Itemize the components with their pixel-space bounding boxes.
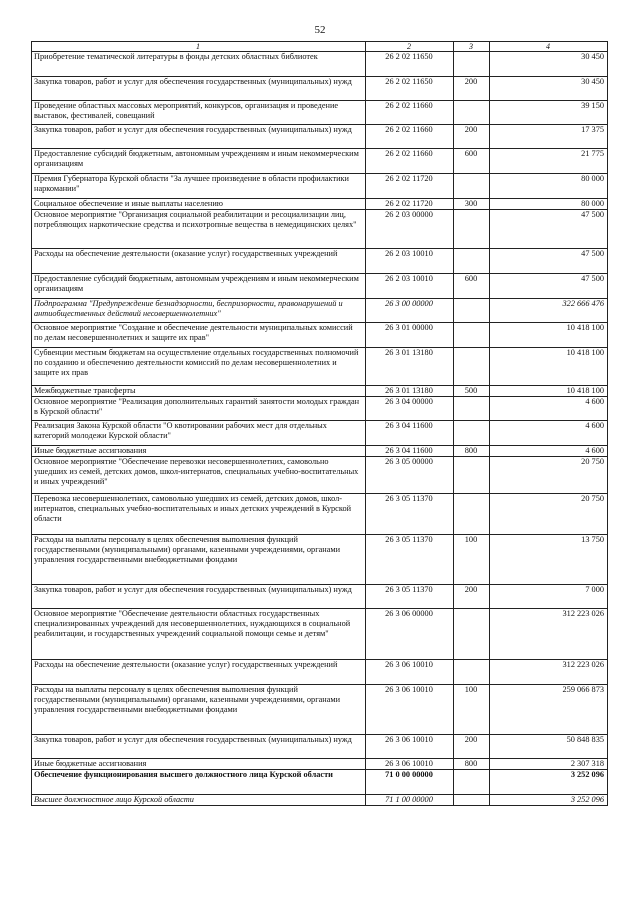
row-code-cell: 71 0 00 00000 (366, 770, 454, 795)
header-col-4: 4 (490, 42, 608, 52)
row-sum-cell: 39 150 (490, 101, 608, 125)
row-name-cell: Межбюджетные трансферты (32, 386, 366, 397)
table-row (32, 174, 608, 199)
budget-table (31, 41, 608, 806)
table-row (32, 323, 608, 348)
row-sum-cell: 259 066 873 (490, 685, 608, 735)
table-row (32, 685, 608, 735)
row-name-cell: Обеспечение функционирования высшего должностного лица Курской области (32, 770, 366, 795)
row-name-cell: Закупка товаров, работ и услуг для обеспечения государственных (муниципальных) нужд (32, 735, 366, 759)
row-code-cell: 26 2 02 11660 (366, 149, 454, 174)
row-sum-cell: 17 375 (490, 125, 608, 149)
row-type-cell: 100 (454, 685, 490, 735)
row-code-cell: 26 2 02 11650 (366, 52, 454, 77)
row-type-cell (454, 609, 490, 660)
row-sum-cell: 3 252 096 (490, 795, 608, 806)
row-sum-cell: 4 600 (490, 421, 608, 446)
row-sum-cell: 13 750 (490, 535, 608, 585)
row-sum-cell: 322 666 476 (490, 299, 608, 323)
row-name-cell: Перевозка несовершеннолетних, самовольно ушедших из семей, детских домов, школ-интернатов, специальных учебно-воспитательных и иных детских учреждений в Курской области (32, 494, 366, 535)
row-code-cell: 26 3 06 10010 (366, 660, 454, 685)
row-name-cell: Основное мероприятие "Организация социальной реабилитации и ресоциализации лиц, потребляющих наркотические средства и психотропные вещества в немедицинских целях" (32, 210, 366, 249)
row-code-cell: 26 3 01 13180 (366, 386, 454, 397)
row-name-cell: Иные бюджетные ассигнования (32, 759, 366, 770)
table-row (32, 494, 608, 535)
row-name-cell: Реализация Закона Курской области "О квотировании рабочих мест для отдельных категорий молодежи Курской области" (32, 421, 366, 446)
row-sum-cell: 3 252 096 (490, 770, 608, 795)
table-row (32, 386, 608, 397)
row-code-cell: 26 3 06 10010 (366, 685, 454, 735)
row-name-cell: Основное мероприятие "Реализация дополнительных гарантий занятости молодых граждан в Курской области" (32, 397, 366, 421)
row-name-cell: Основное мероприятие "Создание и обеспечение деятельности муниципальных комиссий по делам несовершеннолетних и защите их прав" (32, 323, 366, 348)
row-code-cell: 26 2 03 00000 (366, 210, 454, 249)
row-sum-cell: 10 418 100 (490, 386, 608, 397)
row-code-cell: 26 2 03 10010 (366, 249, 454, 274)
header-col-1: 1 (32, 42, 366, 52)
table-row (32, 77, 608, 101)
table-row (32, 770, 608, 795)
row-code-cell: 26 2 02 11650 (366, 77, 454, 101)
row-name-cell: Социальное обеспечение и иные выплаты населению (32, 199, 366, 210)
row-code-cell: 26 3 04 11600 (366, 421, 454, 446)
row-name-cell: Предоставление субсидий бюджетным, автономным учреждениям и иным некоммерческим организациям (32, 149, 366, 174)
row-name-cell: Подпрограмма "Предупреждение безнадзорности, беспризорности, правонарушений и антиобщественных действий несовершеннолетних" (32, 299, 366, 323)
row-code-cell: 26 2 02 11660 (366, 101, 454, 125)
table-row (32, 52, 608, 77)
row-type-cell (454, 421, 490, 446)
row-sum-cell: 7 000 (490, 585, 608, 609)
row-type-cell (454, 660, 490, 685)
row-type-cell (454, 397, 490, 421)
row-code-cell: 26 3 04 00000 (366, 397, 454, 421)
row-type-cell (454, 299, 490, 323)
row-type-cell (454, 795, 490, 806)
row-code-cell: 26 3 05 11370 (366, 494, 454, 535)
row-type-cell: 200 (454, 585, 490, 609)
row-type-cell (454, 323, 490, 348)
table-row (32, 149, 608, 174)
row-name-cell: Премия Губернатора Курской области "За лучшее произведение в области профилактики наркомании" (32, 174, 366, 199)
page-number: 52 (314, 24, 326, 36)
row-sum-cell: 21 775 (490, 149, 608, 174)
row-code-cell: 26 3 00 00000 (366, 299, 454, 323)
table-row (32, 535, 608, 585)
row-type-cell: 200 (454, 125, 490, 149)
row-sum-cell: 47 500 (490, 249, 608, 274)
table-row (32, 299, 608, 323)
row-sum-cell: 20 750 (490, 457, 608, 494)
row-type-cell: 600 (454, 149, 490, 174)
table-row (32, 101, 608, 125)
row-sum-cell: 47 500 (490, 274, 608, 299)
row-type-cell: 200 (454, 77, 490, 101)
row-code-cell: 26 3 04 11600 (366, 446, 454, 457)
row-type-cell (454, 770, 490, 795)
table-row (32, 274, 608, 299)
row-type-cell (454, 52, 490, 77)
row-type-cell (454, 174, 490, 199)
row-name-cell: Субвенции местным бюджетам на осуществление отдельных государственных полномочий по созданию и обеспечению деятельности комиссий по делам несовершеннолетних и защите их прав (32, 348, 366, 386)
row-name-cell: Высшее должностное лицо Курской области (32, 795, 366, 806)
row-sum-cell: 4 600 (490, 446, 608, 457)
row-code-cell: 71 1 00 00000 (366, 795, 454, 806)
row-code-cell: 26 3 05 11370 (366, 585, 454, 609)
row-sum-cell: 10 418 100 (490, 348, 608, 386)
row-type-cell: 200 (454, 735, 490, 759)
row-sum-cell: 312 223 026 (490, 609, 608, 660)
row-type-cell: 100 (454, 535, 490, 585)
header-col-2: 2 (366, 42, 454, 52)
row-type-cell (454, 494, 490, 535)
table-row (32, 125, 608, 149)
table-row (32, 457, 608, 494)
row-name-cell: Расходы на обеспечение деятельности (оказание услуг) государственных учреждений (32, 660, 366, 685)
row-sum-cell: 80 000 (490, 199, 608, 210)
row-sum-cell: 312 223 026 (490, 660, 608, 685)
row-name-cell: Расходы на выплаты персоналу в целях обеспечения выполнения функций государственными (муниципальными) органами, казенными учреждениями, органами управления государственными внебюджетными фондами (32, 685, 366, 735)
row-sum-cell: 30 450 (490, 52, 608, 77)
row-type-cell (454, 249, 490, 274)
row-type-cell: 800 (454, 759, 490, 770)
row-name-cell: Приобретение тематической литературы в фонды детских областных библиотек (32, 52, 366, 77)
table-row (32, 609, 608, 660)
row-type-cell: 300 (454, 199, 490, 210)
row-name-cell: Расходы на выплаты персоналу в целях обеспечения выполнения функций государственными (муниципальными) органами, казенными учреждениями, органами управления государственными внебюджетными фондами (32, 535, 366, 585)
table-row (32, 446, 608, 457)
row-code-cell: 26 3 06 10010 (366, 759, 454, 770)
row-name-cell: Закупка товаров, работ и услуг для обеспечения государственных (муниципальных) нужд (32, 77, 366, 101)
row-code-cell: 26 3 01 13180 (366, 348, 454, 386)
row-code-cell: 26 2 02 11720 (366, 174, 454, 199)
row-name-cell: Иные бюджетные ассигнования (32, 446, 366, 457)
row-code-cell: 26 3 06 00000 (366, 609, 454, 660)
row-type-cell (454, 210, 490, 249)
table-row (32, 249, 608, 274)
row-name-cell: Проведение областных массовых мероприятий, конкурсов, организация и проведение выставок, фестивалей, совещаний (32, 101, 366, 125)
table-row (32, 660, 608, 685)
table-row (32, 795, 608, 806)
table-row (32, 735, 608, 759)
row-type-cell (454, 101, 490, 125)
table-row (32, 421, 608, 446)
row-sum-cell: 20 750 (490, 494, 608, 535)
table-row (32, 759, 608, 770)
table-row (32, 210, 608, 249)
row-code-cell: 26 3 05 11370 (366, 535, 454, 585)
row-sum-cell: 4 600 (490, 397, 608, 421)
row-name-cell: Предоставление субсидий бюджетным, автономным учреждениям и иным некоммерческим организациям (32, 274, 366, 299)
row-sum-cell: 10 418 100 (490, 323, 608, 348)
row-type-cell (454, 457, 490, 494)
table-header-row (32, 42, 608, 52)
row-name-cell: Расходы на обеспечение деятельности (оказание услуг) государственных учреждений (32, 249, 366, 274)
row-name-cell: Основное мероприятие "Обеспечение перевозки несовершеннолетних, самовольно ушедших из семей, детских домов, школ-интернатов, специальных учебно-воспитательных и иных учреждений" (32, 457, 366, 494)
row-code-cell: 26 3 06 10010 (366, 735, 454, 759)
row-sum-cell: 80 000 (490, 174, 608, 199)
row-type-cell: 500 (454, 386, 490, 397)
header-col-3: 3 (454, 42, 490, 52)
table-row (32, 348, 608, 386)
row-type-cell: 800 (454, 446, 490, 457)
row-name-cell: Закупка товаров, работ и услуг для обеспечения государственных (муниципальных) нужд (32, 585, 366, 609)
row-type-cell (454, 348, 490, 386)
row-sum-cell: 47 500 (490, 210, 608, 249)
row-code-cell: 26 2 02 11720 (366, 199, 454, 210)
table-row (32, 397, 608, 421)
row-sum-cell: 50 848 835 (490, 735, 608, 759)
row-type-cell: 600 (454, 274, 490, 299)
row-name-cell: Закупка товаров, работ и услуг для обеспечения государственных (муниципальных) нужд (32, 125, 366, 149)
row-code-cell: 26 2 03 10010 (366, 274, 454, 299)
row-code-cell: 26 3 01 00000 (366, 323, 454, 348)
table-row (32, 585, 608, 609)
row-name-cell: Основное мероприятие "Обеспечение деятельности областных государственных специализированных учреждений для несовершеннолетних, нуждающихся в социальной реабилитации, и государственных учреждений социальной помощи семье и детям" (32, 609, 366, 660)
row-sum-cell: 30 450 (490, 77, 608, 101)
row-sum-cell: 2 307 318 (490, 759, 608, 770)
row-code-cell: 26 2 02 11660 (366, 125, 454, 149)
row-code-cell: 26 3 05 00000 (366, 457, 454, 494)
table-row (32, 199, 608, 210)
